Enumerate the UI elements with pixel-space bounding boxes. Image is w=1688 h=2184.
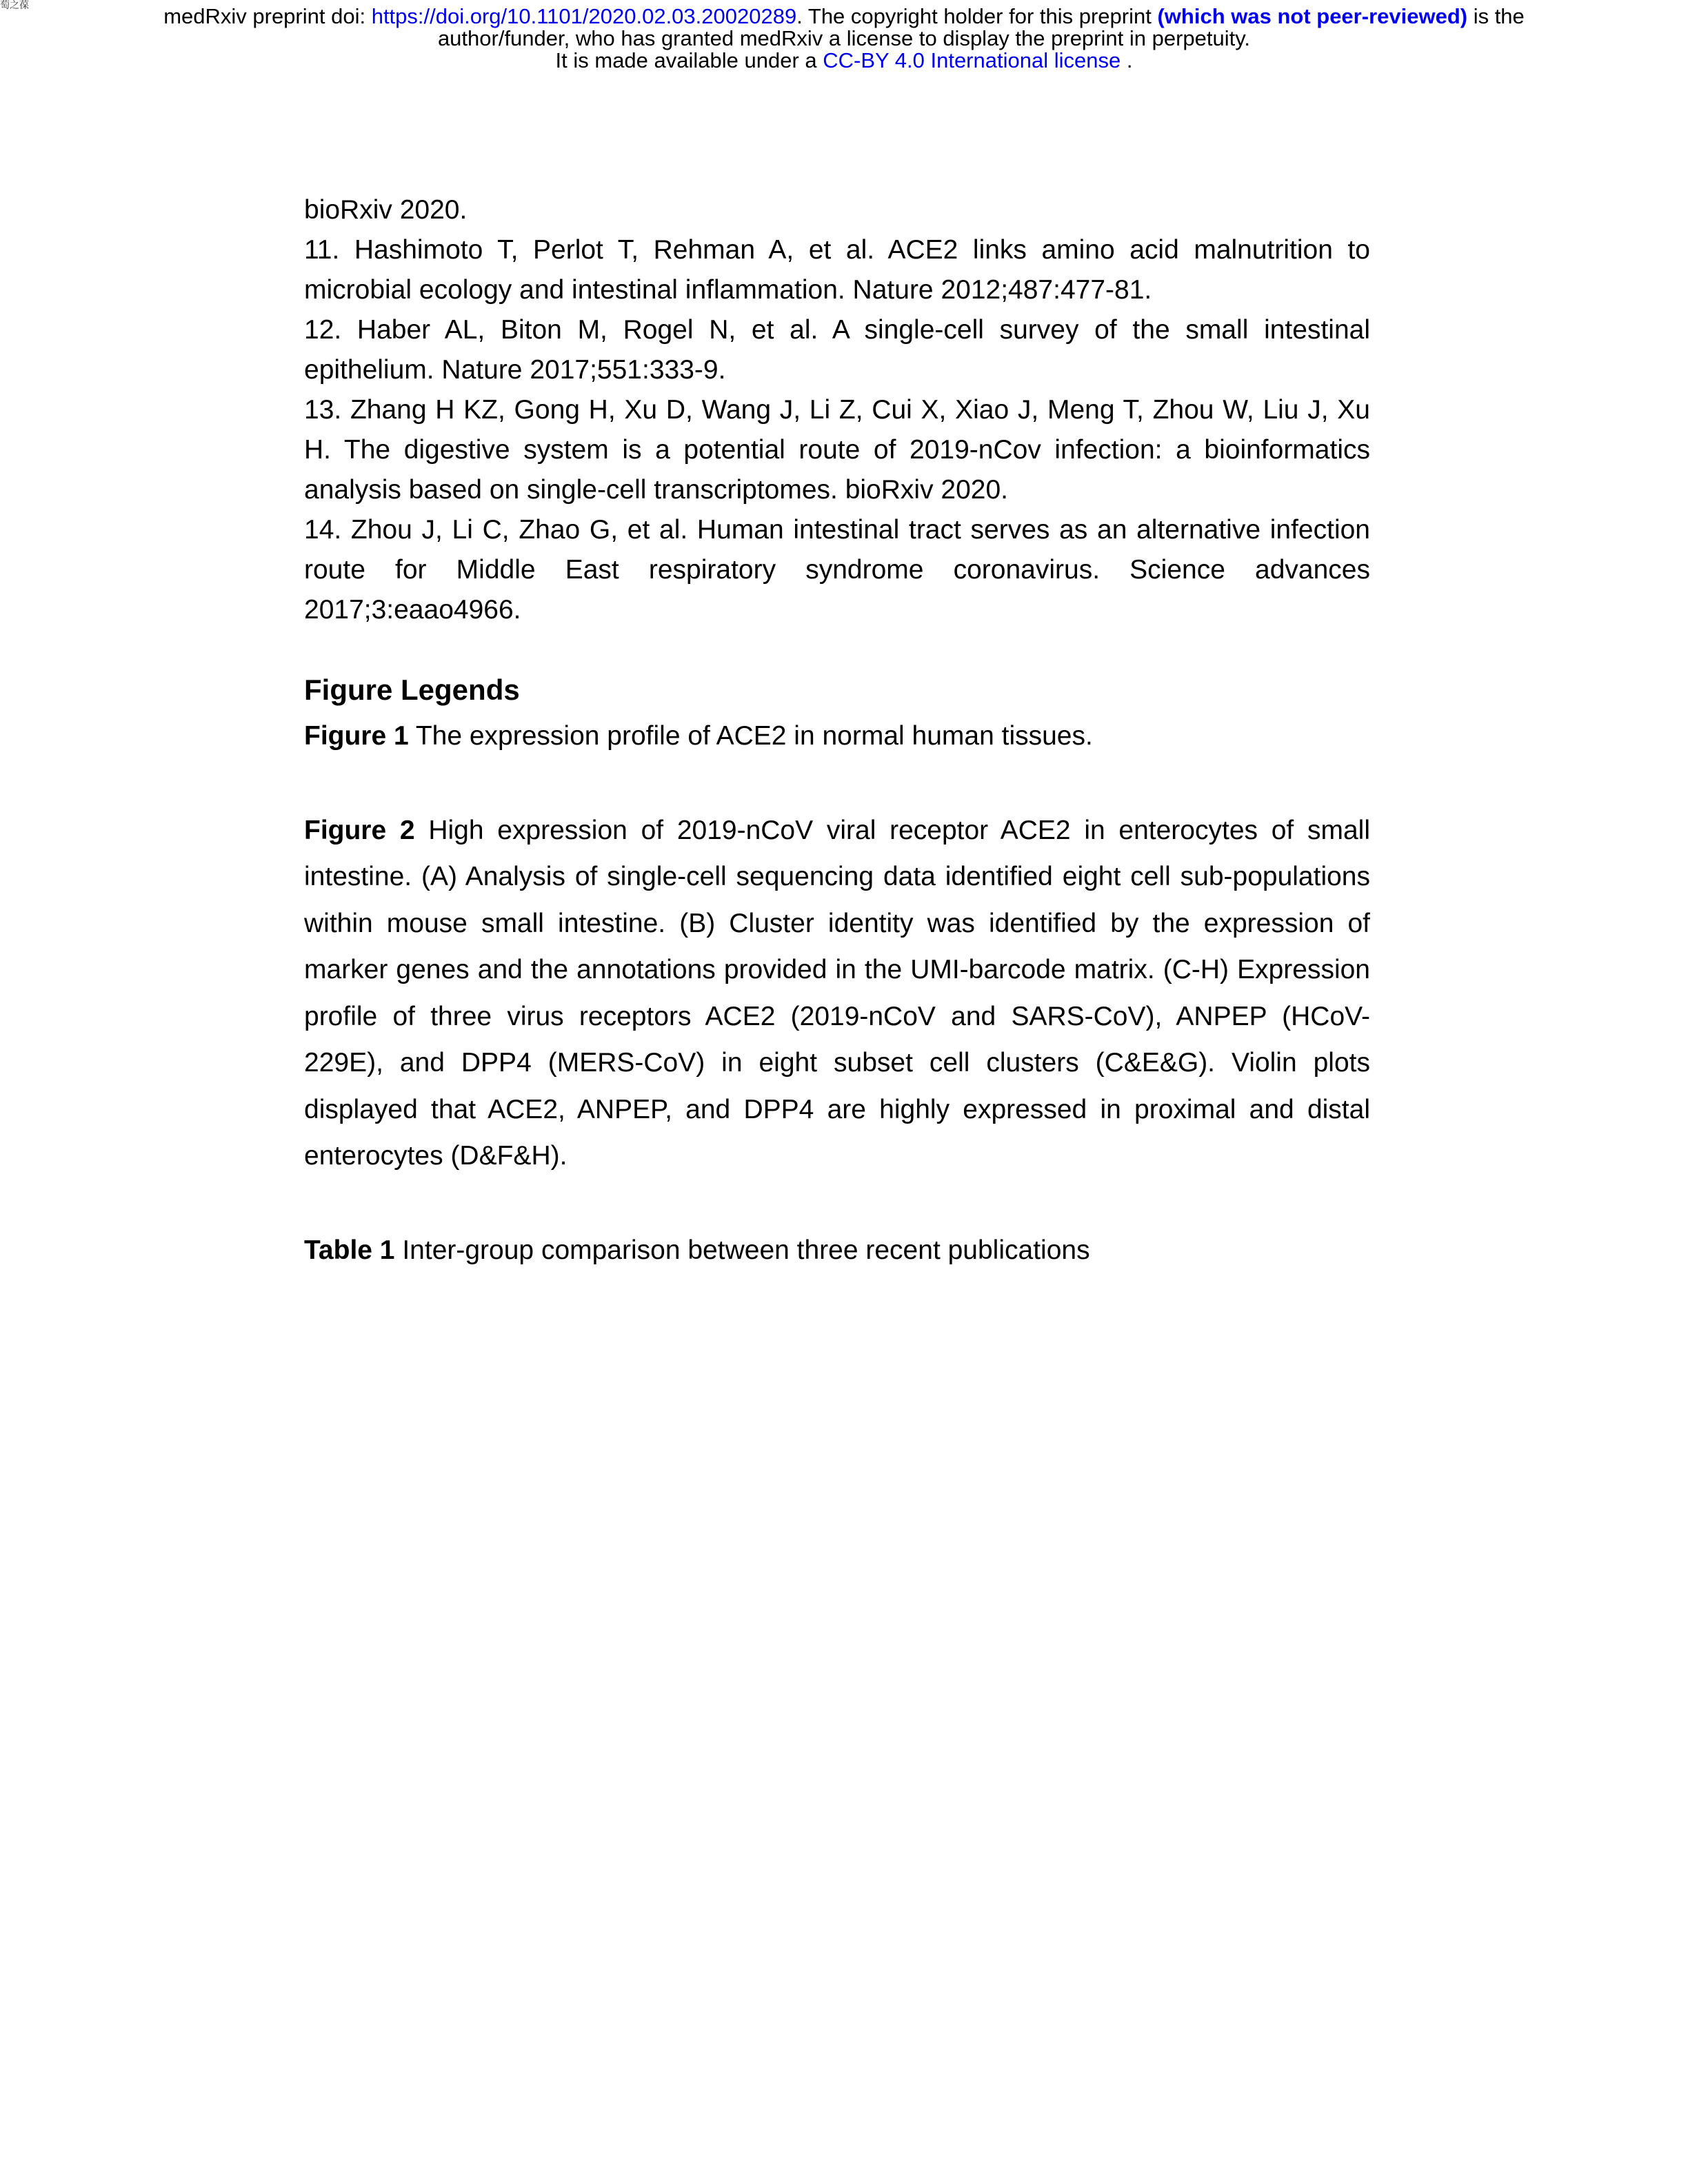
reference-12: 12. Haber AL, Biton M, Rogel N, et al. A single-cell survey of the small intestinal epithelium. Nature 2017;551:333-9. xyxy=(304,315,1370,385)
figure-2-label: Figure 2 xyxy=(304,815,415,845)
table-1-legend xyxy=(304,1227,1370,1274)
header-line-1 xyxy=(0,6,1688,28)
header-prefix: medRxiv preprint doi: xyxy=(163,4,372,28)
reference-continuation: bioRxiv 2020. xyxy=(304,195,468,225)
figure-2-text: High expression of 2019-nCoV viral receptor ACE2 in enterocytes of small intestine. (A) Analysis of single-cell sequencing data identified eight cell sub-populations within mouse small intestine. (B) Cluster identity was identified by the expression of marker genes and the annotations provided in the UMI-barcode matrix. (C-H) Expression profile of three virus receptors ACE2 (2019-nCoV and SARS-CoV), ANPEP (HCoV-229E), and DPP4 (MERS-CoV) in eight subset cell clusters (C&E&G). Violin plots displayed that ACE2, ANPEP, and DPP4 are highly expressed in proximal and distal enterocytes (D&F&H). xyxy=(304,815,1370,1171)
reference-13: 13. Zhang H KZ, Gong H, Xu D, Wang J, Li Z, Cui X, Xiao J, Meng T, Zhou W, Liu J, Xu H. The digestive system is a potential route of 2019-nCov infection: a bioinformatics analysis based on single-cell transcriptomes. bioRxiv 2020. xyxy=(304,395,1370,505)
header-mid: . The copyright holder for this preprint xyxy=(796,4,1158,28)
corner-mark: 萄之葆 xyxy=(0,0,29,11)
figure-1-text: The expression profile of ACE2 in normal human tissues. xyxy=(408,721,1093,751)
reference-14: 14. Zhou J, Li C, Zhao G, et al. Human intestinal tract serves as an alternative infection route for Middle East respiratory syndrome coronavirus. Science advances 2017;3:eaao4966. xyxy=(304,515,1370,625)
license-suffix: . xyxy=(1121,48,1133,72)
table-1-text: Inter-group comparison between three recent publications xyxy=(394,1235,1090,1265)
reference-list xyxy=(304,190,1370,630)
doi-link[interactable]: https://doi.org/10.1101/2020.02.03.20020289 xyxy=(371,4,797,28)
peer-review-note: (which was not peer-reviewed) xyxy=(1157,4,1468,28)
license-prefix: It is made available under a xyxy=(555,48,823,72)
header-line-3 xyxy=(0,50,1688,72)
figure-2-legend xyxy=(304,807,1370,1180)
figure-1-label: Figure 1 xyxy=(304,721,409,751)
figure-1-legend xyxy=(304,713,1370,760)
preprint-header xyxy=(0,6,1688,72)
figure-legends-heading: Figure Legends xyxy=(304,674,520,706)
license-link[interactable]: CC-BY 4.0 International license xyxy=(823,48,1121,72)
page-content xyxy=(304,190,1370,1273)
table-1-label: Table 1 xyxy=(304,1235,395,1265)
header-line-2: author/funder, who has granted medRxiv a license to display the preprint in perpetuity. xyxy=(437,26,1251,50)
reference-11: 11. Hashimoto T, Perlot T, Rehman A, et al. ACE2 links amino acid malnutrition to microbial ecology and intestinal inflammation. Nature 2012;487:477-81. xyxy=(304,235,1370,305)
header-suffix: is the xyxy=(1467,4,1525,28)
